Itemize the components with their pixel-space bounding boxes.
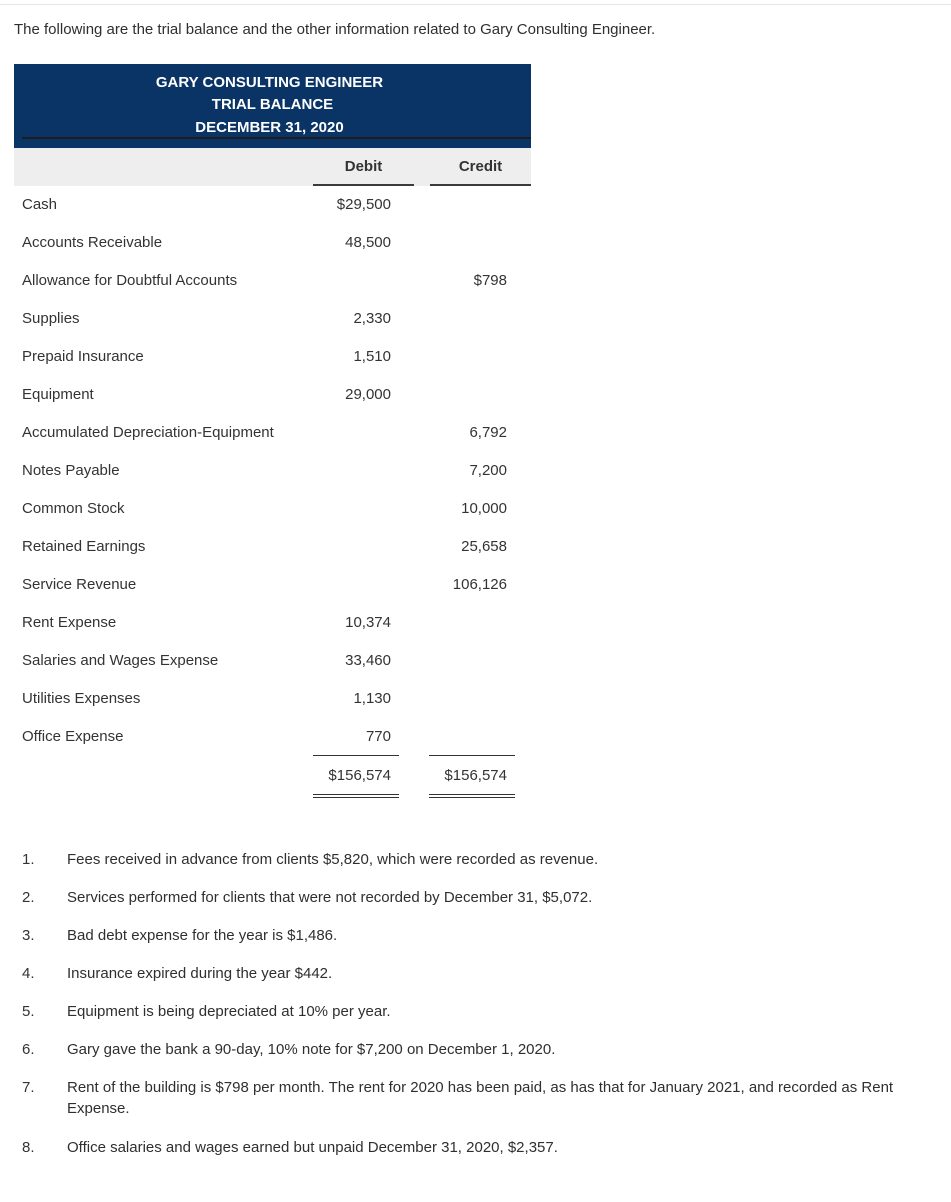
note-text: Equipment is being depreciated at 10% per year. [67, 1003, 391, 1020]
account-name: Office Expense [22, 728, 124, 745]
account-name: Accounts Receivable [22, 234, 163, 251]
credit-column-header: Credit [458, 158, 503, 175]
credit-amount: 106,126 [452, 576, 507, 593]
credit-total: $156,574 [444, 767, 507, 784]
note-number: 8. [22, 1139, 35, 1156]
top-divider [0, 4, 951, 5]
note-number: 3. [22, 927, 35, 944]
debit-total: $156,574 [328, 767, 391, 784]
credit-amount: $798 [473, 272, 507, 289]
table-row [0, 310, 531, 348]
table-row [0, 576, 531, 614]
account-name: Salaries and Wages Expense [22, 652, 219, 669]
note-number: 7. [22, 1079, 35, 1096]
statement-date: DECEMBER 31, 2020 [195, 119, 344, 136]
account-name: Supplies [22, 310, 80, 327]
note-text: Insurance expired during the year $442. [67, 965, 333, 982]
company-name: GARY CONSULTING ENGINEER [155, 74, 384, 91]
debit-amount: 1,130 [353, 690, 391, 707]
debit-header-underline [313, 184, 414, 186]
table-row [0, 386, 531, 424]
credit-amount: 7,200 [469, 462, 507, 479]
debit-amount: 770 [365, 728, 391, 745]
table-row [0, 234, 531, 272]
debit-amount: 2,330 [353, 310, 391, 327]
note-text: Gary gave the bank a 90-day, 10% note for $7,200 on December 1, 2020. [67, 1041, 556, 1058]
note-text: Bad debt expense for the year is $1,486. [67, 927, 338, 944]
credit-amount: 6,792 [469, 424, 507, 441]
table-row [0, 272, 531, 310]
credit-double-underline-1 [429, 794, 515, 795]
account-name: Rent Expense [22, 614, 117, 631]
note-text: Services performed for clients that were not recorded by December 31, $5,072. [67, 889, 593, 906]
table-row [0, 348, 531, 386]
account-name: Retained Earnings [22, 538, 146, 555]
note-text: Office salaries and wages earned but unpaid December 31, 2020, $2,357. [67, 1139, 558, 1156]
account-name: Notes Payable [22, 462, 120, 479]
table-row [0, 690, 531, 728]
debit-amount: 29,000 [345, 386, 391, 403]
credit-amount: 10,000 [461, 500, 507, 517]
debit-double-underline-2 [313, 797, 399, 798]
table-row [0, 614, 531, 652]
header-rule [22, 137, 531, 139]
note-number: 1. [22, 851, 35, 868]
table-row [0, 500, 531, 538]
account-name: Accumulated Depreciation-Equipment [22, 424, 274, 441]
debit-sum-line [313, 755, 399, 756]
column-header-row [14, 148, 531, 186]
intro-text: The following are the trial balance and the other information related to Gary Consulting Engineer. [14, 21, 656, 38]
note-number: 5. [22, 1003, 35, 1020]
debit-amount: 1,510 [353, 348, 391, 365]
credit-double-underline-2 [429, 797, 515, 798]
note-number: 2. [22, 889, 35, 906]
table-row [0, 462, 531, 500]
account-name: Prepaid Insurance [22, 348, 144, 365]
debit-amount: 48,500 [345, 234, 391, 251]
table-row [0, 196, 531, 234]
debit-double-underline-1 [313, 794, 399, 795]
account-name: Utilities Expenses [22, 690, 141, 707]
table-row [0, 424, 531, 462]
note-text: Fees received in advance from clients $5,820, which were recorded as revenue. [67, 851, 599, 868]
credit-header-underline [430, 184, 531, 186]
table-row [0, 538, 531, 576]
credit-amount: 25,658 [461, 538, 507, 555]
table-row [0, 652, 531, 690]
table-row [0, 728, 531, 766]
account-name: Allowance for Doubtful Accounts [22, 272, 238, 289]
statement-title: TRIAL BALANCE [211, 96, 334, 113]
account-name: Equipment [22, 386, 94, 403]
note-number: 6. [22, 1041, 35, 1058]
trial-balance-header [14, 64, 531, 148]
debit-amount: $29,500 [336, 196, 391, 213]
note-text: Rent of the building is $798 per month. The rent for 2020 has been paid, as has that for January 2021, and recorded as Rent Expense. [67, 1079, 894, 1117]
account-name: Cash [22, 196, 58, 213]
account-name: Common Stock [22, 500, 125, 517]
debit-amount: 10,374 [345, 614, 391, 631]
account-name: Service Revenue [22, 576, 137, 593]
debit-column-header: Debit [344, 158, 383, 175]
credit-sum-line [429, 755, 515, 756]
debit-amount: 33,460 [345, 652, 391, 669]
note-number: 4. [22, 965, 35, 982]
